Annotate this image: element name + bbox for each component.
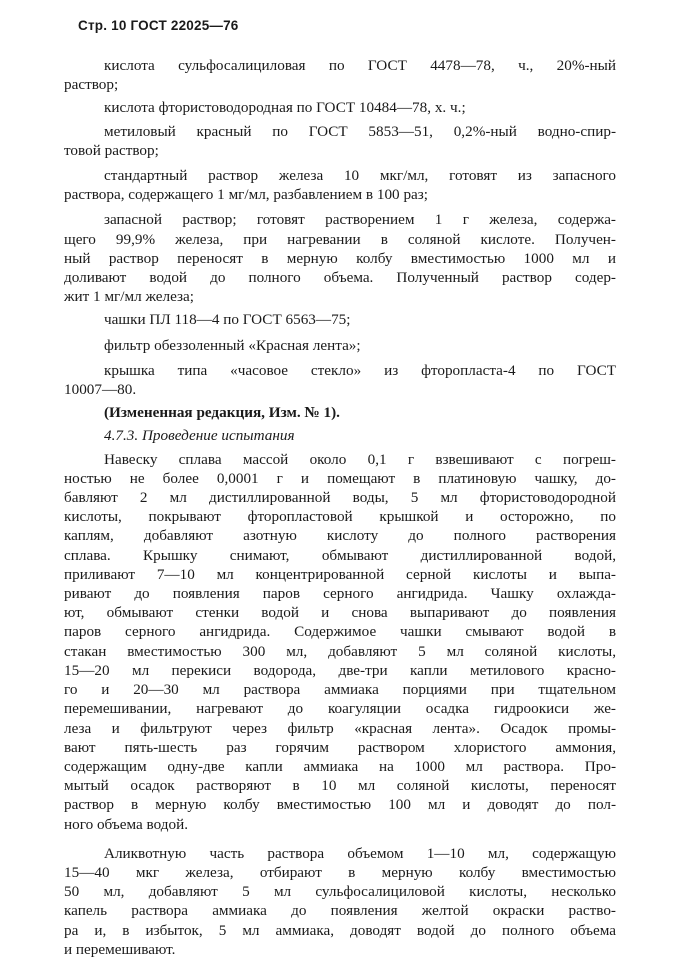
- text-line: и перемешивают.: [64, 940, 176, 958]
- text-line: стандартный раствор железа 10 мкг/мл, готовят из запасного: [104, 167, 616, 185]
- paragraph-cups: [84, 310, 616, 329]
- text-line: ный раствор переносят в мерную колбу вместимостью 1000 мл и: [64, 249, 616, 267]
- text-line: (Измененная редакция, Изм. № 1).: [104, 404, 340, 422]
- text-line: ного объема водой.: [64, 815, 189, 833]
- text-line: 15—20 мл перекиси водорода, две-три капли метилового красно-: [64, 661, 616, 679]
- text-line: мытый осадок растворяют в 10 мл соляной кислоты, переносят: [64, 777, 616, 795]
- text-line: Навеску сплава массой около 0,1 г взвешивают с погреш-: [104, 450, 616, 468]
- text-line: раствор;: [64, 76, 119, 94]
- paragraph-filter: [84, 336, 616, 355]
- paragraph-lid: [64, 361, 616, 399]
- text-line: кислота сульфосалициловая по ГОСТ 4478—78, ч., 20%-ный: [104, 57, 616, 74]
- paragraph-reagent-hydrofluoric: [84, 98, 616, 117]
- text-line: Аликвотную часть раствора объемом 1—10 мл, содержащую: [104, 844, 616, 862]
- text-line: чашки ПЛ 118—4 по ГОСТ 6563—75;: [104, 311, 351, 329]
- text-line: стакан вместимостью 300 мл, добавляют 5 мл соляной кислоты,: [64, 642, 616, 660]
- text-line: крышка типа «часовое стекло» из фторопласта-4 по ГОСТ: [104, 361, 616, 379]
- text-line: метиловый красный по ГОСТ 5853—51, 0,2%-ный водно-спир-: [104, 122, 616, 140]
- text-line: го и 20—30 мл раствора аммиака порциями при тщательном: [64, 681, 616, 699]
- text-line: кислоты, покрывают фторопластовой крышкой и осторожно, по: [64, 508, 616, 526]
- paragraph-procedure: [64, 450, 616, 834]
- text-line: жит 1 мг/мл железа;: [64, 288, 194, 306]
- text-line: сплава. Крышку снимают, обмывают дистиллированной водой,: [64, 546, 616, 564]
- text-line: ют, обмывают стенки водой и снова выпаривают до появления: [64, 604, 616, 622]
- text-line: ра и, в избыток, 5 мл аммиака, доводят водой до полного объема: [64, 921, 616, 939]
- text-line: раствора, содержащего 1 мг/мл, разбавлением в 100 раз;: [64, 186, 429, 204]
- text-line: приливают 7—10 мл концентрированной серной кислоты и выпа-: [64, 565, 616, 583]
- text-line: содержащим одну-две капли аммиака на 1000 мл раствора. Про-: [64, 757, 616, 775]
- paragraph-revision-note: [84, 403, 616, 422]
- text-line: товой раствор;: [64, 141, 159, 159]
- document-body: [64, 56, 616, 963]
- text-line: фильтр обеззоленный «Красная лента»;: [104, 336, 361, 354]
- paragraph-stock-solution: [64, 210, 616, 306]
- text-line: леза и фильтруют через фильтр «красная лента». Осадок промы-: [64, 719, 616, 737]
- text-line: кислота фтористоводородная по ГОСТ 10484—78, х. ч.;: [104, 99, 466, 117]
- paragraph-reagent-sulfosalicylic: [64, 56, 616, 94]
- text-line: бавляют 2 мл дистиллированной воды, 5 мл фтористоводородной: [64, 489, 616, 507]
- text-line: раствор в мерную колбу вместимостью 100 мл и доводят до пол-: [64, 796, 616, 814]
- text-line: 10007—80.: [64, 381, 137, 399]
- text-line: перемешивании, нагревают до коагуляции осадка гидроокиси же-: [64, 700, 616, 718]
- text-line: капель раствора аммиака до появления желтой окраски раство-: [64, 902, 616, 920]
- text-line: запасной раствор; готовят растворением 1 г железа, содержа-: [104, 211, 616, 229]
- text-line: ривают до появления паров серного ангидрида. Чашку охлажда-: [64, 585, 616, 603]
- text-line: 4.7.3. Проведение испытания: [104, 427, 295, 445]
- text-line: каплям, добавляют азотную кислоту до полного растворения: [64, 527, 616, 545]
- section-heading-test-procedure: [84, 426, 616, 445]
- text-line: 50 мл, добавляют 5 мл сульфосалициловой кислоты, несколько: [64, 883, 616, 901]
- text-line: паров серного ангидрида. Содержимое чашки смывают водой в: [64, 623, 616, 641]
- paragraph-standard-solution: [64, 166, 616, 204]
- page-header: Стр. 10 ГОСТ 22025—76: [78, 18, 239, 33]
- paragraph-aliquot: [64, 844, 616, 959]
- text-line: ностью не более 0,0001 г и помещают в платиновую чашку, до-: [64, 469, 616, 487]
- paragraph-reagent-methyl-red: [64, 122, 616, 160]
- text-line: щего 99,9% железа, при нагревании в соляной кислоте. Получен-: [64, 230, 616, 248]
- text-line: вают пять-шесть раз горячим раствором хлористого аммония,: [64, 738, 616, 756]
- text-line: доливают водой до полного объема. Полученный раствор содер-: [64, 269, 616, 287]
- text-line: 15—40 мкг железа, отбирают в мерную колбу вместимостью: [64, 863, 616, 881]
